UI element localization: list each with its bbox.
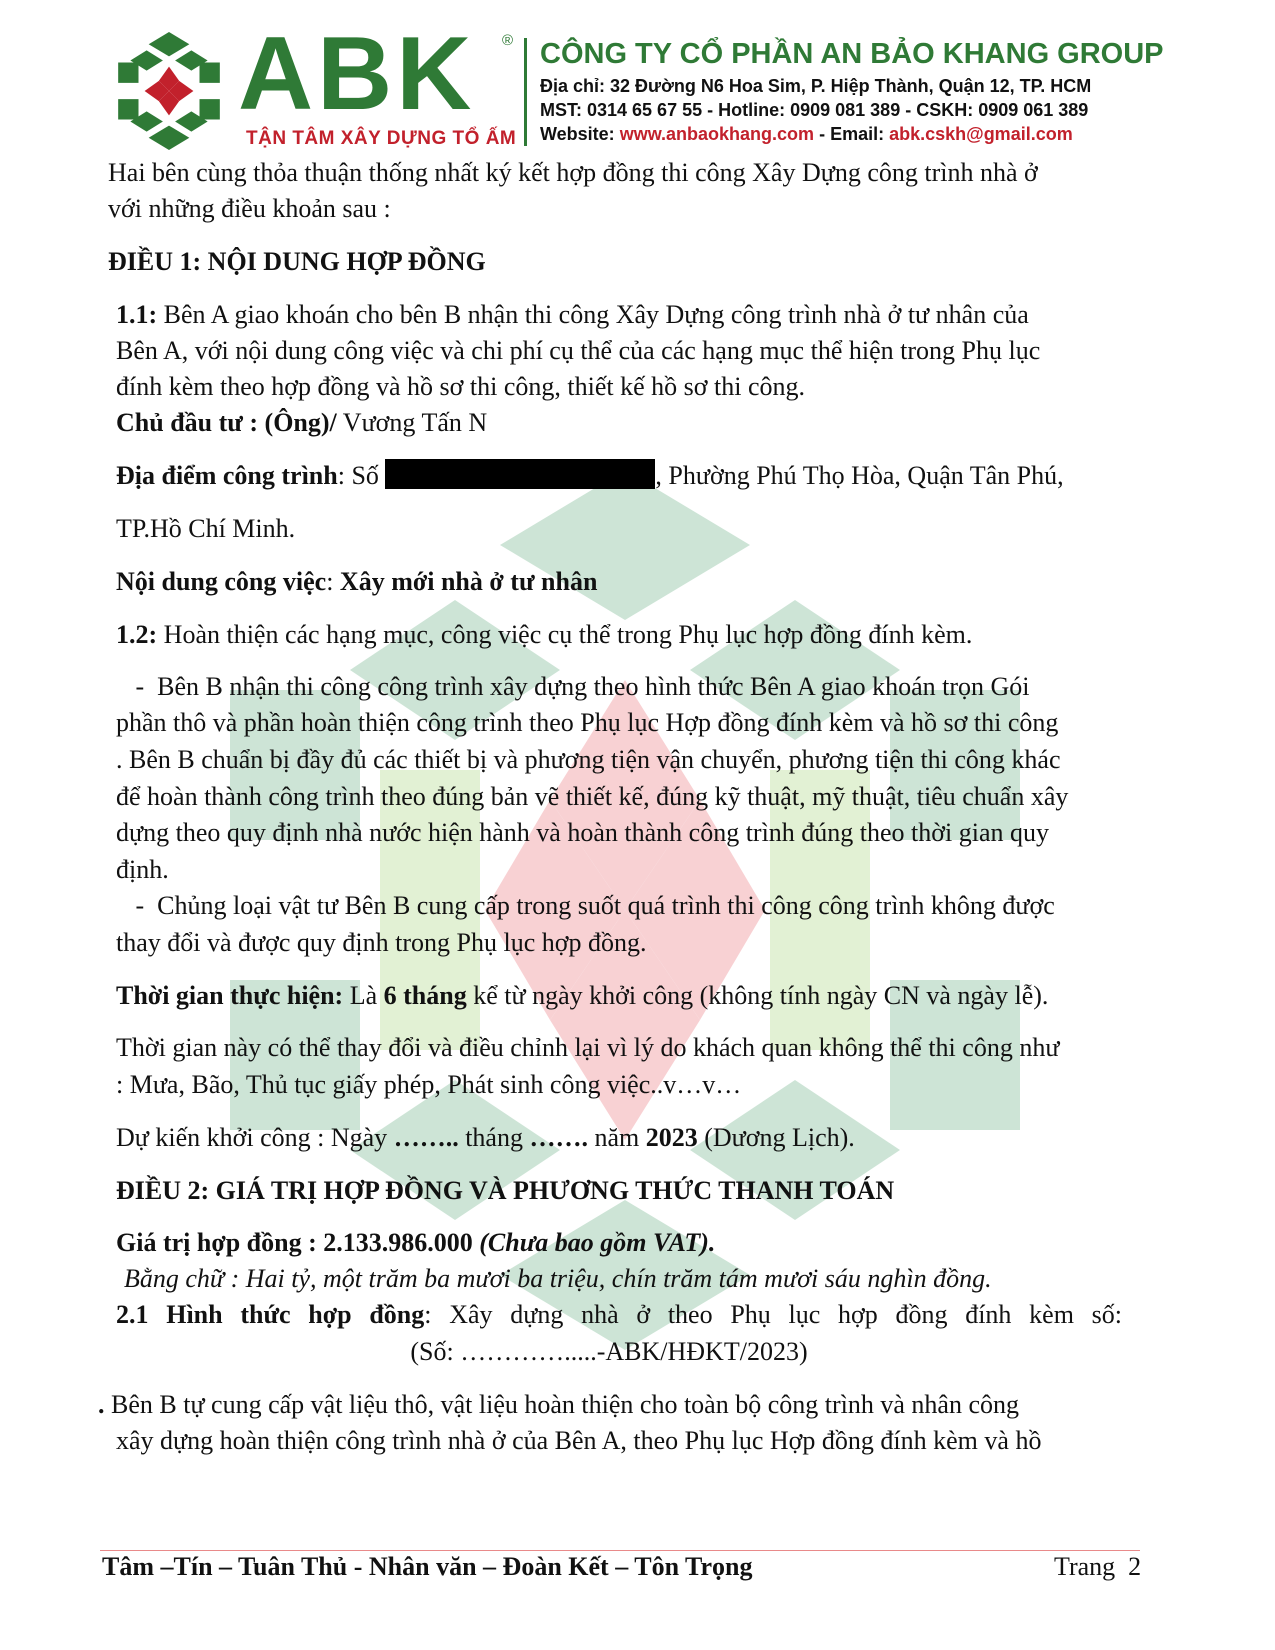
header-divider xyxy=(524,38,527,146)
website-link[interactable]: www.anbaokhang.com xyxy=(619,124,815,144)
section-1-1-line-1: 1.1: Bên A giao khoán cho bên B nhận thi công Xây Dựng công trình nhà ở tư nhân của xyxy=(116,300,1029,329)
company-tax-hotline: MST: 0314 65 67 55 - Hotline: 0909 081 389 - CSKH: 0909 061 389 xyxy=(540,100,1089,120)
document-header xyxy=(0,0,1275,160)
note-line-1: Thời gian này có thể thay đổi và điều chỉnh lại vì lý do khách quan không thể thi công như xyxy=(116,1033,1060,1062)
site-label: Địa điểm công trình xyxy=(116,461,338,490)
article-1-heading: ĐIỀU 1: NỘI DUNG HỢP ĐỒNG xyxy=(108,247,486,276)
duration-value: 6 tháng xyxy=(383,981,467,1010)
company-address: Địa chỉ: 32 Đường N6 Hoa Sim, P. Hiệp Thành, Quận 12, TP. HCM xyxy=(540,76,1092,96)
day-blank: …….. xyxy=(393,1123,459,1152)
bullet-1-line-3: . Bên B chuẩn bị đầy đủ các thiết bị và phương tiện vận chuyển, phương tiện thi công khác xyxy=(116,745,1061,774)
company-contact xyxy=(540,124,1073,145)
logo-wordmark: ABK xyxy=(238,16,476,132)
start-year: 2023 xyxy=(645,1123,698,1152)
section-1-2: 1.2: Hoàn thiện các hạng mục, công việc cụ thể trong Phụ lục hợp đồng đính kèm. xyxy=(116,620,973,649)
footer-motto: Tâm –Tín – Tuân Thủ - Nhân văn – Đoàn Kết – Tôn Trọng xyxy=(102,1552,753,1581)
duration-label: Thời gian thực hiện: xyxy=(116,981,344,1010)
note-line-2: : Mưa, Bão, Thủ tục giấy phép, Phát sinh công việc..v…v… xyxy=(116,1070,742,1099)
registered-mark: ® xyxy=(502,32,514,49)
month-blank: ……. xyxy=(529,1123,588,1152)
abk-logo-mark xyxy=(108,30,230,152)
bullet-2-line-1: - Chủng loại vật tư Bên B cung cấp trong suốt quá trình thi công công trình không được xyxy=(116,891,1055,920)
redacted-address xyxy=(385,459,655,489)
company-name: CÔNG TY CỔ PHẦN AN BẢO KHANG GROUP xyxy=(540,38,1164,70)
section-2-1: 2.1 Hình thức hợp đồng: Xây dựng nhà ở theo Phụ lục hợp đồng đính kèm số: xyxy=(116,1300,1122,1329)
investor-line xyxy=(116,404,487,442)
contract-value-line xyxy=(116,1224,715,1262)
bullet-1-line-1: - Bên B nhận thi công công trình xây dựng theo hình thức Bên A giao khoán trọn Gói xyxy=(116,672,1030,701)
duration-line: Thời gian thực hiện: Là 6 tháng kể từ ngày khởi công (không tính ngày CN và ngày lễ). xyxy=(116,981,1049,1010)
work-label: Nội dung công việc xyxy=(116,567,327,596)
site-city: TP.Hồ Chí Minh. xyxy=(116,514,296,543)
vat-note: (Chưa bao gồm VAT). xyxy=(479,1228,716,1257)
email-label: Email: xyxy=(830,124,890,144)
section-2-1-label: 2.1 Hình thức hợp đồng xyxy=(116,1300,425,1329)
site-line: Địa điểm công trình: Số , Phường Phú Thọ Hòa, Quận Tân Phú, xyxy=(116,461,1064,490)
bullet-1-line-4: để hoàn thành công trình theo đúng bản vẽ thiết kế, đúng kỹ thuật, mỹ thuật, tiêu chuẩn xây xyxy=(116,782,1069,811)
investor-label: Chủ đầu tư : (Ông)/ xyxy=(116,408,337,437)
article-2-heading: ĐIỀU 2: GIÁ TRỊ HỢP ĐỒNG VÀ PHƯƠNG THỨC THANH TOÁN xyxy=(116,1176,895,1205)
intro-line-2: với những điều khoản sau : xyxy=(108,194,391,223)
bullet-1-line-5: dựng theo quy định nhà nước hiện hành và hoàn thành công trình đúng theo thời gian quy xyxy=(116,818,1050,847)
section-1-1-line-3: đính kèm theo hợp đồng và hồ sơ thi công, thiết kế hồ sơ thi công. xyxy=(116,372,805,401)
section-1-2-label: 1.2: xyxy=(116,620,158,649)
logo-slogan: TẬN TÂM XÂY DỰNG TỔ ẤM xyxy=(246,128,517,149)
contract-value: Giá trị hợp đồng : 2.133.986.000 xyxy=(116,1228,480,1257)
work-line: Nội dung công việc: Xây mới nhà ở tư nhân xyxy=(116,567,598,596)
start-date-line: Dự kiến khởi công : Ngày …….. tháng ……. năm 2023 (Dương Lịch). xyxy=(116,1123,855,1152)
email-link[interactable]: abk.cskh@gmail.com xyxy=(889,124,1073,144)
contact-separator: - xyxy=(814,124,831,144)
intro-line-1: Hai bên cùng thỏa thuận thống nhất ký kết hợp đồng thi công Xây Dựng công trình nhà ở xyxy=(108,158,1038,187)
bullet-1-line-2: phần thô và phần hoàn thiện công trình theo Phụ lục Hợp đồng đính kèm và hồ sơ thi công xyxy=(116,708,1059,737)
website-label: Website: xyxy=(540,124,620,144)
bullet-1-line-6: định. xyxy=(116,855,169,884)
value-in-words: Bằng chữ : Hai tỷ, một trăm ba mươi ba triệu, chín trăm tám mươi sáu nghìn đồng. xyxy=(124,1264,992,1293)
section-1-1-line-2: Bên A, với nội dung công việc và chi phí cụ thể của các hạng mục thể hiện trong Phụ lục xyxy=(116,336,1041,365)
appendix-number: (Số: ………….....-ABK/HĐKT/2023) xyxy=(410,1337,808,1366)
page-number: Trang 2 xyxy=(1054,1552,1142,1581)
supply-line-1: . Bên B tự cung cấp vật liệu thô, vật liệu hoàn thiện cho toàn bộ công trình và nhân công xyxy=(98,1390,1019,1419)
section-1-1-label: 1.1: xyxy=(116,300,158,329)
footer-rule xyxy=(100,1550,1140,1551)
work-value: Xây mới nhà ở tư nhân xyxy=(339,567,598,596)
supply-line-2: xây dựng hoàn thiện công trình nhà ở của Bên A, theo Phụ lục Hợp đồng đính kèm và hồ xyxy=(116,1426,1042,1455)
bullet-2-line-2: thay đổi và được quy định trong Phụ lục hợp đồng. xyxy=(116,928,647,957)
investor-name: Vương Tấn N xyxy=(336,408,488,437)
